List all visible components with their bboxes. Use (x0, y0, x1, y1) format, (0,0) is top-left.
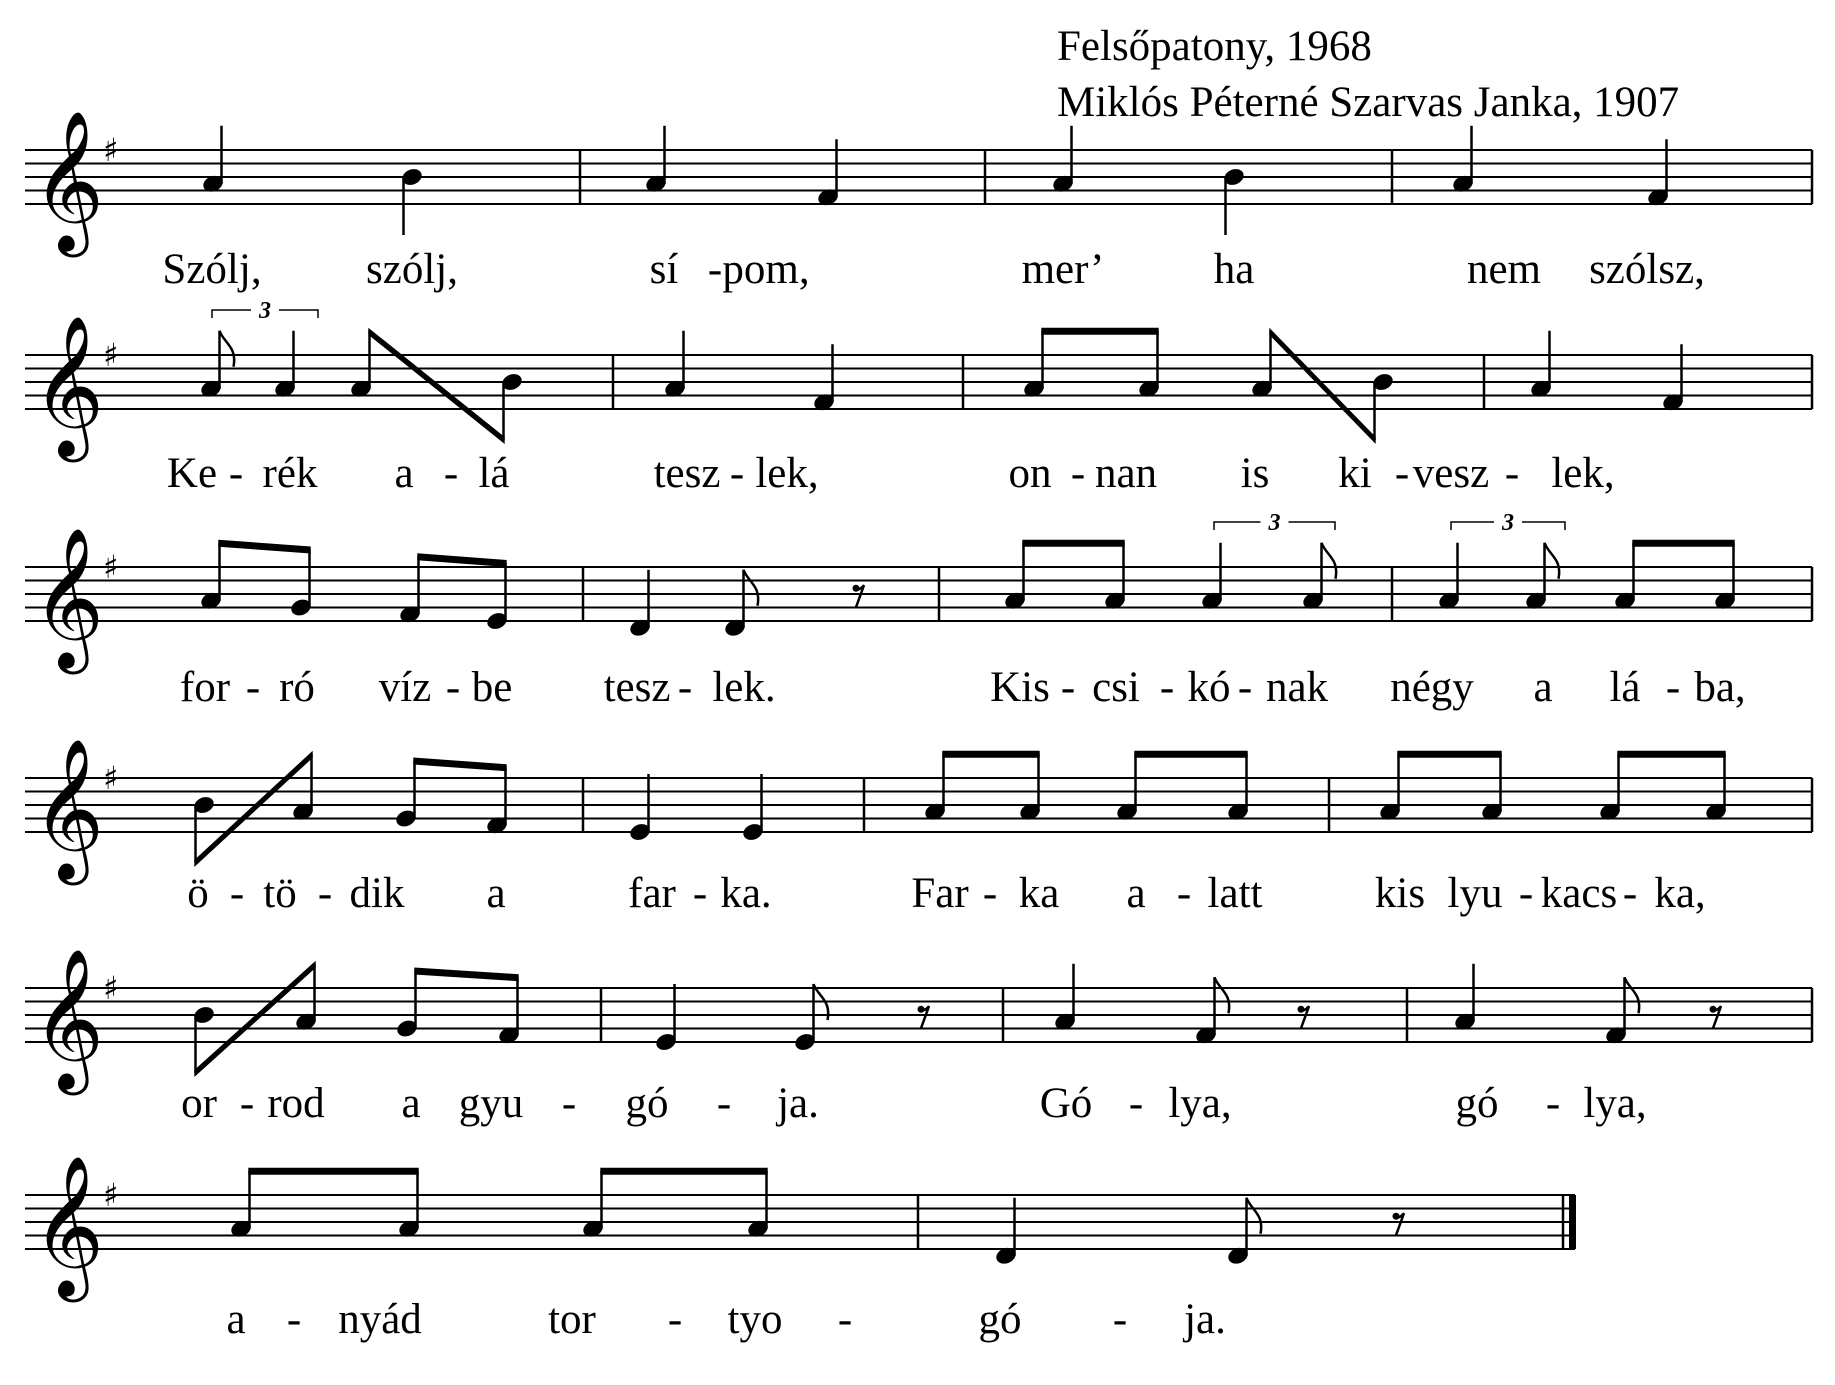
lyric-syllable: ka. (720, 870, 772, 917)
lyric-syllable: rod (267, 1080, 325, 1127)
rest-dot (1710, 1006, 1717, 1013)
eighth-flag (1545, 543, 1560, 579)
lyric-syllable: far (628, 870, 676, 917)
staff-system (25, 947, 1812, 1127)
lyric-hyphen: - (729, 450, 745, 497)
lyric-syllable: ja. (777, 1080, 819, 1127)
lyric-syllable: lek. (712, 664, 776, 711)
lyric-syllable: a (401, 1080, 421, 1127)
lyric-syllable: szólj, (366, 246, 458, 293)
lyric-syllable: lá (478, 450, 510, 497)
lyric-syllable: is (1240, 450, 1270, 497)
lyric-syllable: vesz (1412, 450, 1490, 497)
lyric-syllable: nyád (338, 1296, 422, 1343)
lyric-syllable: Ke (166, 450, 218, 497)
lyric-syllable: lya, (1168, 1080, 1232, 1127)
beam (1134, 751, 1247, 758)
lyric-hyphen: - (692, 870, 708, 917)
lyric-hyphen: - (707, 246, 723, 293)
sharp-icon: ♯ (103, 336, 119, 374)
lyric-hyphen: - (1176, 870, 1192, 917)
beam (414, 968, 518, 982)
header-singer: Miklós Péterné Szarvas Janka, 1907 (1057, 79, 1680, 126)
rest-dot (853, 585, 860, 592)
beam (1397, 751, 1501, 758)
lyric-syllable: lek, (1551, 450, 1615, 497)
lyric-syllable: a (1126, 870, 1146, 917)
rest-dot (1393, 1213, 1400, 1220)
eighth-flag (1322, 543, 1337, 579)
tuplet-number: 3 (259, 298, 271, 324)
treble-clef-icon: 𝄞 (32, 526, 105, 668)
staff-system (25, 109, 1812, 293)
eighth-flag (1247, 1198, 1262, 1234)
lyric-syllable: gó (1455, 1080, 1499, 1127)
lyric-syllable: gyu (458, 1080, 524, 1127)
lyric-syllable: lya, (1583, 1080, 1647, 1127)
lyric-hyphen: - (716, 1080, 732, 1127)
lyric-hyphen: - (445, 664, 461, 711)
lyric-syllable: ö (187, 870, 209, 917)
lyric-hyphen: - (317, 870, 333, 917)
lyric-syllable: ka, (1654, 870, 1706, 917)
beam (368, 328, 504, 444)
lyric-syllable: nak (1265, 664, 1329, 711)
final-barline-thick (1569, 1195, 1576, 1249)
sharp-icon: ♯ (103, 759, 119, 797)
eighth-flag (744, 570, 759, 606)
lyric-syllable: tyo (727, 1296, 783, 1343)
beam (1041, 328, 1158, 335)
lyric-hyphen: - (1622, 870, 1638, 917)
lyric-syllable: Kis (990, 664, 1050, 711)
lyric-syllable: gó (625, 1080, 669, 1127)
lyric-syllable: a (394, 450, 414, 497)
tuplet-number: 3 (1268, 510, 1281, 536)
lyric-syllable: ka (1018, 870, 1060, 917)
sharp-icon: ♯ (103, 131, 119, 169)
treble-clef-icon: 𝄞 (32, 109, 105, 251)
lyric-syllable: nan (1094, 450, 1158, 497)
lyric-syllable: kó (1187, 664, 1231, 711)
beam (1022, 540, 1124, 547)
lyric-hyphen: - (443, 450, 459, 497)
tuplet-number: 3 (1502, 510, 1514, 536)
lyric-syllable: on (1008, 450, 1052, 497)
lyric-syllable: kacs (1540, 870, 1618, 917)
lyric-syllable: lá (1609, 664, 1641, 711)
lyric-syllable: Far (911, 870, 969, 917)
lyric-hyphen: - (1518, 870, 1534, 917)
lyric-syllable: gó (978, 1296, 1022, 1343)
lyric-hyphen: - (228, 450, 244, 497)
beam (1632, 540, 1734, 547)
lyric-syllable: ba, (1694, 664, 1746, 711)
lyric-syllable: lyu (1447, 870, 1503, 917)
sharp-icon: ♯ (103, 548, 119, 586)
lyric-syllable: tesz (603, 664, 671, 711)
lyric-syllable: or (181, 1080, 217, 1127)
lyric-hyphen: - (1237, 664, 1253, 711)
lyric-syllable: kis (1374, 870, 1426, 917)
beam (413, 758, 506, 772)
lyric-hyphen: - (229, 870, 245, 917)
sharp-icon: ♯ (103, 1176, 119, 1214)
lyric-syllable: mer’ (1021, 246, 1105, 293)
lyric-syllable: Szólj, (162, 246, 262, 293)
lyric-hyphen: - (1665, 664, 1681, 711)
lyric-syllable: nem (1466, 246, 1542, 293)
eighth-flag (1215, 977, 1230, 1013)
lyric-syllable: lek, (755, 450, 819, 497)
lyric-hyphen: - (245, 664, 261, 711)
lyric-hyphen: - (239, 1080, 255, 1127)
lyric-hyphen: - (837, 1296, 853, 1343)
treble-clef-icon: 𝄞 (32, 314, 105, 456)
beam (600, 1168, 767, 1175)
lyric-hyphen: - (1159, 664, 1175, 711)
rest-dot (918, 1006, 925, 1013)
lyric-hyphen: - (1504, 450, 1520, 497)
lyric-syllable: dik (349, 870, 405, 917)
beam (218, 540, 310, 554)
lyric-syllable: víz (378, 664, 432, 711)
lyric-syllable: tö (263, 870, 297, 917)
lyric-syllable: ja. (1184, 1296, 1226, 1343)
beam (417, 553, 506, 567)
staff-system (25, 737, 1812, 917)
lyric-hyphen: - (561, 1080, 577, 1127)
treble-clef-icon: 𝄞 (32, 737, 105, 879)
beam (248, 1168, 418, 1175)
treble-clef-icon: 𝄞 (32, 1154, 105, 1296)
header-place-year: Felsőpatony, 1968 (1057, 23, 1372, 70)
sharp-icon: ♯ (103, 969, 119, 1007)
lyric-hyphen: - (982, 870, 998, 917)
rest-dot (1298, 1006, 1305, 1013)
beam (942, 751, 1039, 758)
staff-system (25, 298, 1812, 497)
lyric-syllable: tor (548, 1296, 596, 1343)
lyric-syllable: szólsz, (1589, 246, 1705, 293)
staff-system (25, 1154, 1576, 1343)
lyric-hyphen: - (1128, 1080, 1144, 1127)
lyric-hyphen: - (286, 1296, 302, 1343)
lyric-hyphen: - (1060, 664, 1076, 711)
beam (194, 961, 315, 1077)
beam (1269, 328, 1375, 444)
lyric-syllable: ha (1213, 246, 1255, 293)
lyric-hyphen: - (667, 1296, 683, 1343)
lyric-syllable: pom, (722, 246, 810, 293)
beam (1617, 751, 1725, 758)
lyric-hyphen: - (1112, 1296, 1128, 1343)
lyric-syllable: a (1533, 664, 1553, 711)
lyric-syllable: a (486, 870, 506, 917)
lyric-syllable: csi (1092, 664, 1140, 711)
lyric-hyphen: - (1394, 450, 1410, 497)
lyric-syllable: sí (649, 246, 679, 293)
eighth-flag (220, 331, 235, 367)
lyric-syllable: ki (1338, 450, 1372, 497)
lyric-syllable: be (471, 664, 513, 711)
lyric-hyphen: - (677, 664, 693, 711)
staff-system (25, 510, 1812, 711)
lyric-syllable: latt (1207, 870, 1263, 917)
eighth-flag (1625, 977, 1640, 1013)
lyric-syllable: rék (262, 450, 318, 497)
lyric-syllable: Gó (1039, 1080, 1093, 1127)
lyric-syllable: tesz (653, 450, 721, 497)
lyric-syllable: for (179, 664, 231, 711)
treble-clef-icon: 𝄞 (32, 947, 105, 1089)
lyric-hyphen: - (1545, 1080, 1561, 1127)
lyric-syllable: négy (1390, 664, 1474, 711)
lyric-hyphen: - (1070, 450, 1086, 497)
lyric-syllable: ró (279, 664, 315, 711)
lyric-syllable: a (226, 1296, 246, 1343)
